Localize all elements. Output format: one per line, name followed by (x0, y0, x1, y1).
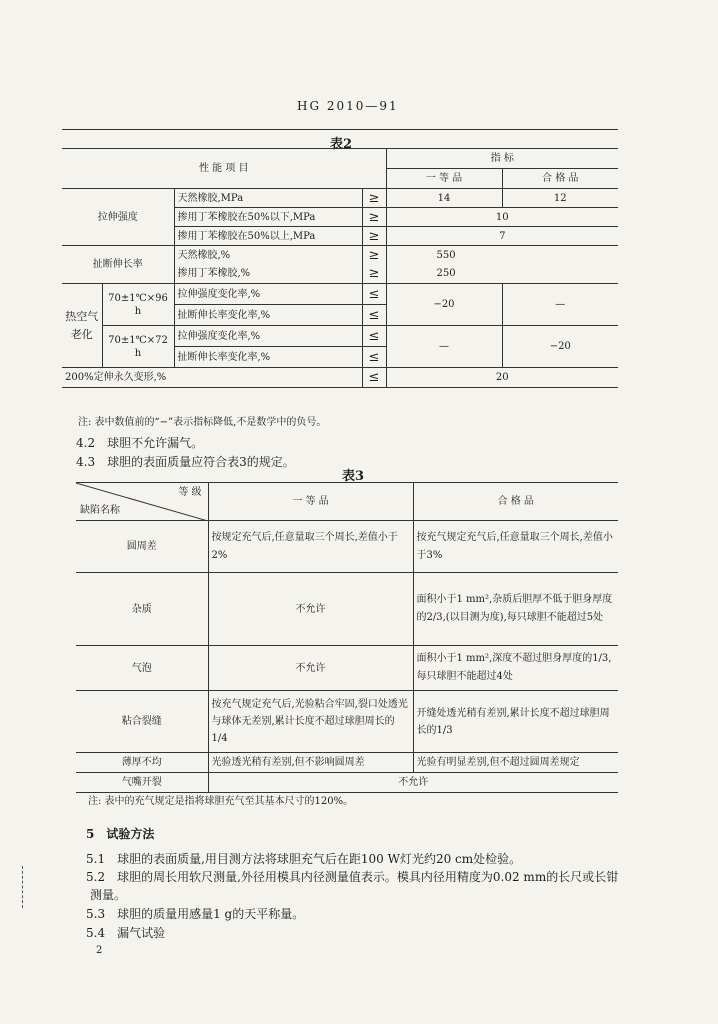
permanent-set-value: 20 (386, 368, 618, 388)
table3-note: 注: 表中的充气规定是指将球胆充气至其基本尺寸的120%。 (88, 796, 354, 807)
permanent-set-name: 200%定伸永久变形,% (62, 368, 362, 388)
page-number: 2 (96, 945, 103, 956)
table3-grade1-header: 一 等 品 (208, 483, 413, 521)
table2-item-header: 性 能 项 目 (62, 149, 386, 189)
elongation-row-name: 掺用丁苯橡胶,% (174, 265, 362, 284)
aging-72h-g1-value: — (386, 326, 502, 368)
defect-name: 气嘴开裂 (76, 773, 208, 793)
sym-ge: ≥ (362, 208, 386, 227)
sym-ge: ≥ (362, 246, 386, 265)
sym-le: ≤ (362, 305, 386, 326)
defect-grade1: 不允许 (208, 573, 413, 646)
sym-ge: ≥ (362, 189, 386, 208)
defect-grade2: 光验有明显差别,但不超过圆周差规定 (413, 753, 618, 773)
table3-grade2-header: 合 格 品 (413, 483, 618, 521)
aging-label: 热空气老化 (62, 284, 102, 368)
defect-grade2: 开缝处透光稍有差别,累计长度不超过球胆周长的1/3 (413, 691, 618, 753)
paragraph-5-4: 5.4 漏气试验 (86, 926, 166, 940)
paragraph-4-3: 4.3 球胆的表面质量应符合表3的规定。 (76, 455, 295, 469)
elongation-value: 250 (386, 265, 618, 284)
aging-row-name: 拉伸强度变化率,% (174, 326, 362, 347)
paragraph-5-2-cont: 测量。 (90, 888, 127, 902)
defect-name: 薄厚不均 (76, 753, 208, 773)
sym-le: ≤ (362, 347, 386, 368)
defect-name: 气泡 (76, 646, 208, 691)
table3-caption: 表3 (342, 469, 365, 484)
elongation-value: 550 (386, 246, 618, 265)
table3 (76, 482, 618, 793)
tensile-row-name: 掺用丁苯橡胶在50%以下,MPa (174, 208, 362, 227)
defect-name: 杂质 (76, 573, 208, 646)
tensile-g1-value: 14 (386, 189, 502, 208)
paragraph-5-3: 5.3 球胆的质量用感量1 g的天平称量。 (86, 907, 305, 921)
defect-all-grades: 不允许 (208, 773, 618, 793)
table2-caption: 表2 (330, 137, 353, 152)
tensile-row-name: 掺用丁苯橡胶在50%以上,MPa (174, 227, 362, 246)
elongation-row-name: 天然橡胶,% (174, 246, 362, 265)
defect-grade2: 面积小于1 mm²,杂质后胆厚不低于胆身厚度的2/3,(以目测为度),每只球胆不能超过5处 (413, 573, 618, 646)
defect-grade1: 不允许 (208, 646, 413, 691)
defect-grade2: 面积小于1 mm²,深度不超过胆身厚度的1/3,每只球胆不能超过4处 (413, 646, 618, 691)
tensile-label: 拉伸强度 (62, 189, 174, 246)
table2-grade1-header: 一 等 品 (386, 169, 502, 189)
table2-note: 注: 表中数值前的“−”表示指标降低,不是数学中的负号。 (78, 417, 327, 428)
defect-header: 缺陷名称 (80, 505, 120, 516)
defect-name: 粘合裂缝 (76, 691, 208, 753)
table2-index-header: 指 标 (386, 149, 618, 169)
table3-diagonal-header (76, 483, 208, 521)
table2-grade2-header: 合 格 品 (502, 169, 618, 189)
sym-ge: ≥ (362, 265, 386, 284)
aging-row-name: 拉伸强度变化率,% (174, 284, 362, 305)
tensile-g2-value: 12 (502, 189, 618, 208)
aging-72h-g2-value: −20 (502, 326, 618, 368)
sym-le: ≤ (362, 284, 386, 305)
section-5-title: 5 试验方法 (86, 827, 155, 841)
paragraph-5-2: 5.2 球胆的周长用软尺测量,外径用模具内径测量值表示。模具内径用精度为0.02 mm的长尺或长钳 (86, 870, 619, 884)
aging-96h-g2-value: — (502, 284, 618, 326)
sym-le: ≤ (362, 326, 386, 347)
defect-grade1: 光验透光稍有差别,但不影响圆周差 (208, 753, 413, 773)
tensile-row-name: 天然橡胶,MPa (174, 189, 362, 208)
sym-ge: ≥ (362, 227, 386, 246)
tensile-value: 10 (386, 208, 618, 227)
tensile-value: 7 (386, 227, 618, 246)
paragraph-4-2: 4.2 球胆不允许漏气。 (76, 436, 204, 450)
margin-mark (22, 866, 24, 908)
defect-name: 圆周差 (76, 521, 208, 573)
sym-le: ≤ (362, 368, 386, 388)
header-rule (62, 129, 618, 130)
aging-row-name: 扯断伸长率变化率,% (174, 305, 362, 326)
document-code: HG 2010—91 (297, 99, 399, 113)
aging-condition-72h: 70±1℃×72 h (102, 326, 174, 368)
paragraph-5-1: 5.1 球胆的表面质量,用目测方法将球胆充气后在距100 W灯光约20 cm处检验。 (86, 852, 522, 866)
defect-grade1: 按充气规定充气后,光验粘合牢固,裂口处透光与球体无差别,累计长度不超过球胆周长的1/4 (208, 691, 413, 753)
aging-96h-g1-value: −20 (386, 284, 502, 326)
defect-grade2: 按充气规定充气后,任意量取三个周长,差值小于3% (413, 521, 618, 573)
table2 (62, 148, 618, 388)
aging-condition-96h: 70±1℃×96 h (102, 284, 174, 326)
grade-header: 等 级 (178, 487, 202, 498)
elongation-label: 扯断伸长率 (62, 246, 174, 284)
aging-row-name: 扯断伸长率变化率,% (174, 347, 362, 368)
defect-grade1: 按规定充气后,任意量取三个周长,差值小于2% (208, 521, 413, 573)
